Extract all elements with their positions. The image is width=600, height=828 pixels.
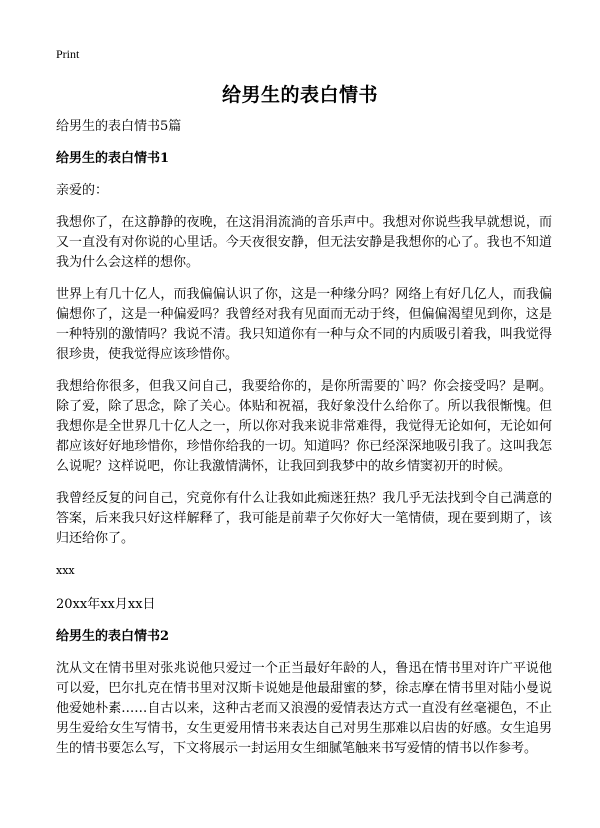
letter-1-signature: xxx xyxy=(56,564,75,577)
document-body xyxy=(56,117,552,771)
document-title: 给男生的表白情书 xyxy=(221,84,378,106)
letter-2-heading: 给男生的表白情书2 xyxy=(56,629,170,644)
letter-1-date: 20xx年xx月xx日 xyxy=(56,597,156,612)
letter-1-paragraph-2: 世界上有几十亿人，而我偏偏认识了你，这是一种缘分吗？网络上有好几亿人，而我偏偏想你了，这是一种偏爱吗？我曾经对我有见面而无动于终，但偏偏渴望见到你，这是一种特别的激情吗？我说不清。我只知道你有一种与众不同的内质吸引着我，叫我觉得很珍贵，使我觉得应该珍惜你。 xyxy=(56,287,552,362)
print-link[interactable]: Print xyxy=(56,47,80,61)
letter-1-paragraph-4: 我曾经反复的问自己，究竟你有什么让我如此痴迷狂热？我几乎无法找到令自己满意的答案，后来我只好这样解释了，我可能是前辈子欠你好大一笔情债，现在要到期了，该归还给你了。 xyxy=(56,491,552,546)
letter-1-salutation: 亲爱的： xyxy=(56,183,109,198)
letter-1-heading: 给男生的表白情书1 xyxy=(56,151,170,166)
letter-2-paragraph-1: 沈从文在情书里对张兆说他只爱过一个正当最好年龄的人，鲁迅在情书里对许广平说他可以爱，巴尔扎克在情书里对汉斯卡说她是他最甜蜜的梦，徐志摩在情书里对陆小曼说他爱她朴素……自古以来，这种古老而又浪漫的爱情表达方式一直没有丝毫褪色，不止男生爱给女生写情书，女生更爱用情书来表达自己对男生那难以启齿的好感。女生追男生的情书要怎么写，下文将展示一封运用女生细腻笔触来书写爱情的情书以作参考。 xyxy=(56,661,552,756)
letter-1-paragraph-1: 我想你了，在这静静的夜晚，在这涓涓流淌的音乐声中。我想对你说些我早就想说，而又一直没有对你说的心里话。今天夜很安静，但无法安静是我想你的心了。我也不知道我为什么会这样的想你。 xyxy=(56,215,552,270)
document-subtitle: 给男生的表白情书5篇 xyxy=(56,119,182,134)
letter-1-paragraph-3: 我想给你很多，但我又问自己，我要给你的，是你所需要的`吗？你会接受吗？是啊。除了爱，除了思念，除了关心。体贴和祝福，我好象没什么给你了。所以我很惭愧。但我想你是全世界几十亿人之一，所以你对我来说非常难得，我觉得无论如何，无论如何都应该好好地珍惜你，珍惜你给我的一切。知道吗？你已经深深地吸引我了。这叫我怎么说呢？这样说吧，你让我激情满怀，让我回到我梦中的故乡情窦初开的时候。 xyxy=(56,379,552,474)
